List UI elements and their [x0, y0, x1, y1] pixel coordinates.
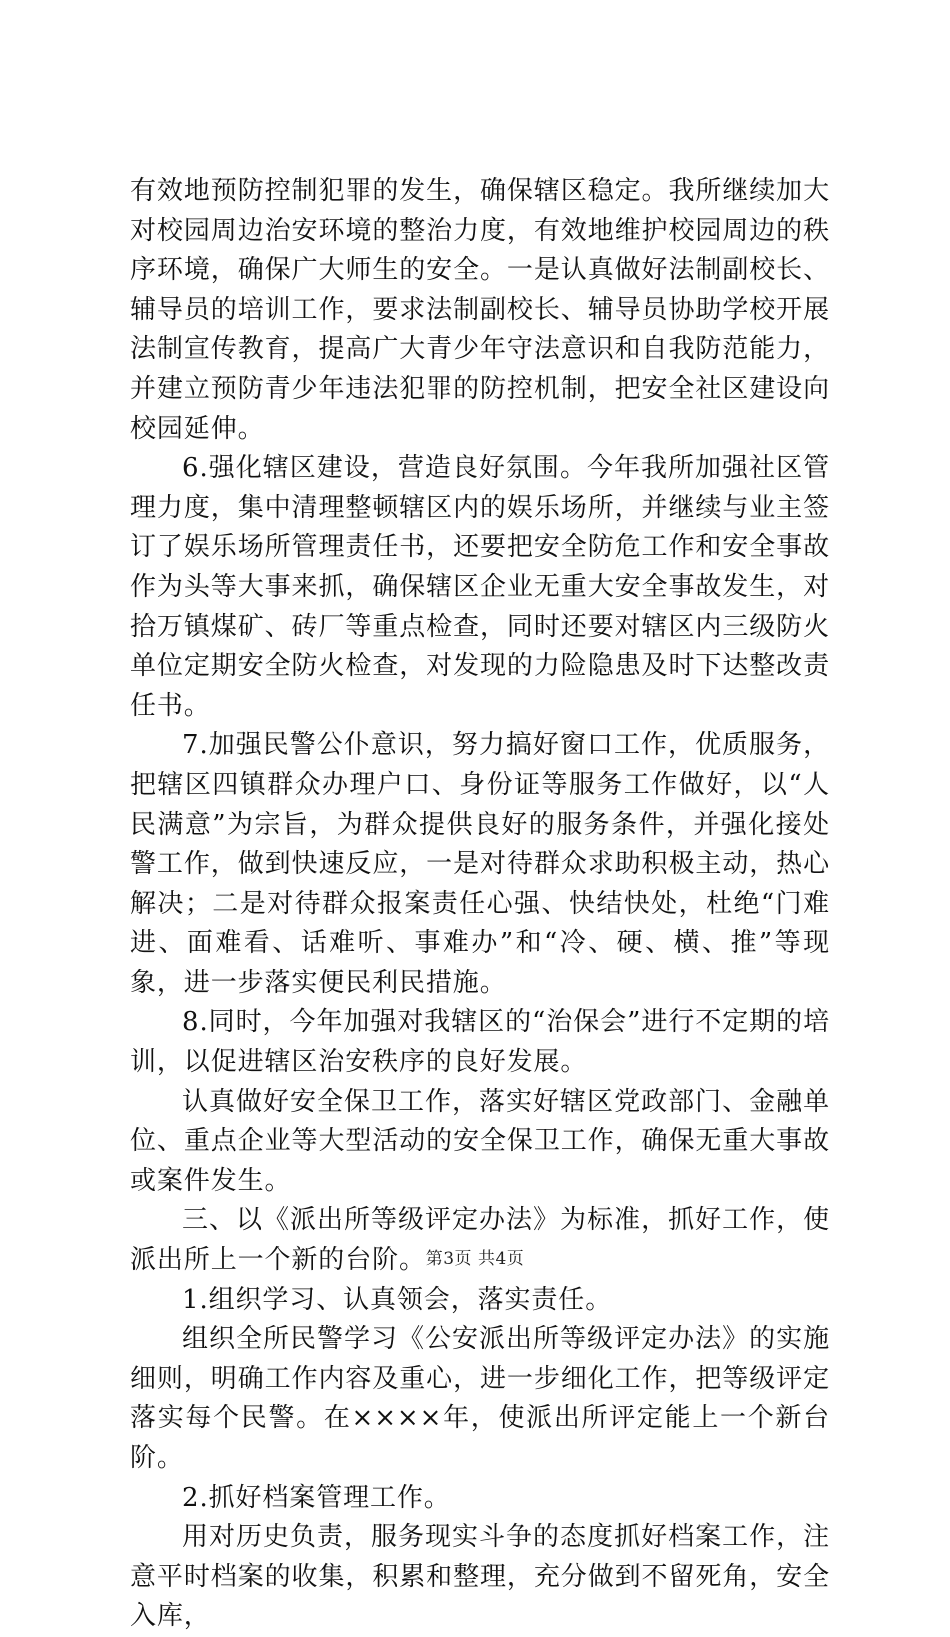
document-body	[130, 172, 830, 1637]
section-heading-three: 三、以《派出所等级评定办法》为标准，抓好工作，使派出所上一个新的台阶。	[130, 1205, 830, 1276]
paragraph-campus-security-continued: 有效地预防控制犯罪的发生，确保辖区稳定。我所继续加大对校园周边治安环境的整治力度，有效地维护校园周边的秩序环境，确保广大师生的安全。一是认真做好法制副校长、辅导员的培训工作，要求法制副校长、辅导员协助学校开展法制宣传教育，提高广大青少年守法意识和自我防范能力，并建立预防青少年违法犯罪的防控机制，把安全社区建设向校园延伸。	[130, 176, 830, 444]
paragraph-item-7: 7.加强民警公仆意识，努力搞好窗口工作，优质服务，把辖区四镇群众办理户口、身份证等服务工作做好，以“人民满意”为宗旨，为群众提供良好的服务条件，并强化接处警工作，做到快速反应，一是对待群众求助积极主动，热心解决；二是对待群众报案责任心强、快结快处，杜绝“门难进、面难看、话难听、事难办”和“冷、硬、横、推”等现象，进一步落实便民利民措施。	[130, 730, 830, 998]
paragraph-item-6: 6.强化辖区建设，营造良好氛围。今年我所加强社区管理力度，集中清理整顿辖区内的娱乐场所，并继续与业主签订了娱乐场所管理责任书，还要把安全防危工作和安全事故作为头等大事来抓，确保辖区企业无重大安全事故发生，对拾万镇煤矿、砖厂等重点检查，同时还要对辖区内三级防火单位定期安全防火检查，对发现的力险隐患及时下达整改责任书。	[130, 453, 830, 721]
subheading-1: 1.组织学习、认真领会，落实责任。	[182, 1284, 613, 1315]
subheading-2: 2.抓好档案管理工作。	[182, 1482, 451, 1513]
page-number-footer: 第3页 共4页	[425, 1249, 525, 1269]
paragraph-study-rules: 组织全所民警学习《公安派出所等级评定办法》的实施细则，明确工作内容及重心，进一步细化工作，把等级评定落实每个民警。在××××年，使派出所评定能上一个新台阶。	[130, 1324, 830, 1473]
paragraph-archive-management: 用对历史负责，服务现实斗争的态度抓好档案工作，注意平时档案的收集，积累和整理，充分做到不留死角，安全入库，	[130, 1522, 830, 1632]
paragraph-security-guard-work: 认真做好安全保卫工作，落实好辖区党政部门、金融单位、重点企业等大型活动的安全保卫工作，确保无重大事故或案件发生。	[130, 1086, 830, 1196]
paragraph-item-8: 8.同时，今年加强对我辖区的“治保会”进行不定期的培训，以促进辖区治安秩序的良好发展。	[130, 1007, 830, 1078]
